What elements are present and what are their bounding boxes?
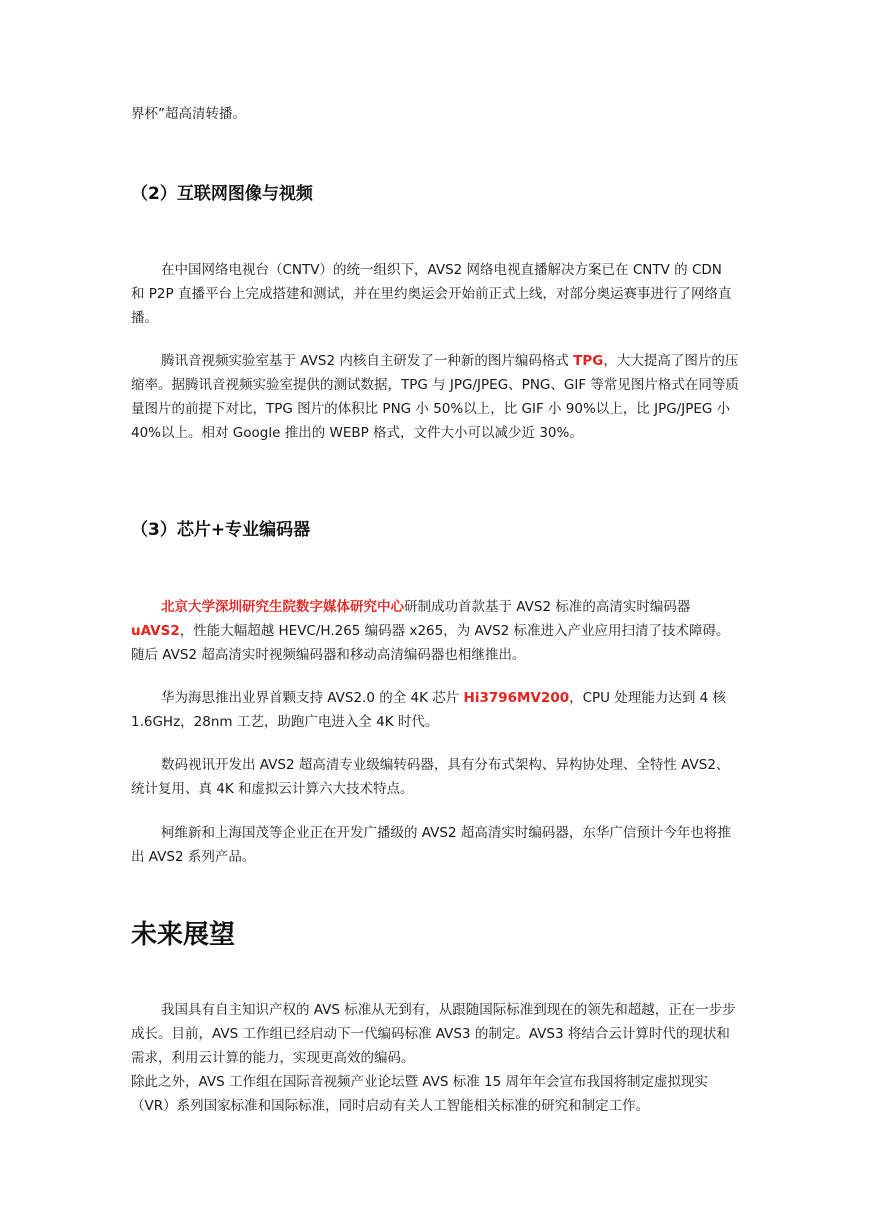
highlight-hi3796mv200: Hi3796MV200 [463, 690, 570, 706]
paragraph-avs3: 我国具有自主知识产权的 AVS 标准从无到有，从跟随国际标准到现在的领先和超越，正在一步步成长。目前，AVS 工作组已经启动下一代编码标准 AVS3 的制定。AVS3 将结合云计算时代的现状和需求，利用云计算的能力，实现更高效的编码。 [131, 1002, 736, 1066]
paragraph-hisilicon: 华为海思推出业界首颗支持 AVS2.0 的全 4K 芯片 Hi3796MV200，CPU 处理能力达到 4 核 1.6GHz，28nm 工艺，助跑广电进入全 4K 时代。 [131, 690, 727, 730]
paragraph-vr-ai: 除此之外，AVS 工作组在国际音视频产业论坛暨 AVS 标准 15 周年年会宣布我国将制定虚拟现实（VR）系列国家标准和国际标准，同时启动有关人工智能相关标准的研究和制定工作。 [131, 1074, 708, 1114]
section-heading-internet: （2）互联网图像与视频 [131, 184, 313, 204]
paragraph-cntv: 在中国网络电视台（CNTV）的统一组织下，AVS2 网络电视直播解决方案已在 CNTV 的 CDN 和 P2P 直播平台上完成搭建和测试，并在里约奥运会开始前正式上线，对部分奥运赛事进行了网络直播。 [131, 262, 732, 326]
section-heading-chips: （3）芯片+专业编码器 [131, 520, 311, 540]
paragraph-tencent-tpg: 腾讯音视频实验室基于 AVS2 内核自主研发了一种新的图片编码格式 TPG，大大提高了图片的压缩率。据腾讯音视频实验室提供的测试数据，TPG 与 JPG/JPEG、PNG、GIF 等常见图片格式在同等质量图片的前提下对比，TPG 图片的体积比 PNG 小 50%以上，比 GIF 小 90%以上，比 JPG/JPEG 小 40%以上。相对 Google 推出的 WEBP 格式，文件大小可以减少近 30%。 [131, 353, 739, 441]
paragraph-pku-uavs2: 北京大学深圳研究生院数字媒体研究中心研制成功首款基于 AVS2 标准的高清实时编码器 uAVS2，性能大幅超越 HEVC/H.265 编码器 x265，为 AVS2 标准进入产业应用扫清了技术障碍。随后 AVS2 超高清实时视频编码器和移动高清编码器也相继推出。 [131, 599, 730, 663]
highlight-pku-center: 北京大学深圳研究生院数字媒体研究中心 [161, 599, 404, 615]
paragraph-sumavision: 数码视讯开发出 AVS2 超高清专业级编转码器，具有分布式架构、异构协处理、全特性 AVS2、统计复用、真 4K 和虚拟云计算六大技术特点。 [131, 757, 730, 797]
carry-over-text: 界杯”超高清转播。 [131, 106, 246, 122]
highlight-uavs2: uAVS2 [131, 623, 180, 639]
highlight-tpg: TPG [573, 353, 604, 369]
paragraph-broadcast-encoders: 柯维新和上海国茂等企业正在开发广播级的 AVS2 超高清实时编码器，东华广信预计今年也将推出 AVS2 系列产品。 [131, 825, 731, 865]
future-outlook-heading: 未来展望 [131, 920, 236, 950]
